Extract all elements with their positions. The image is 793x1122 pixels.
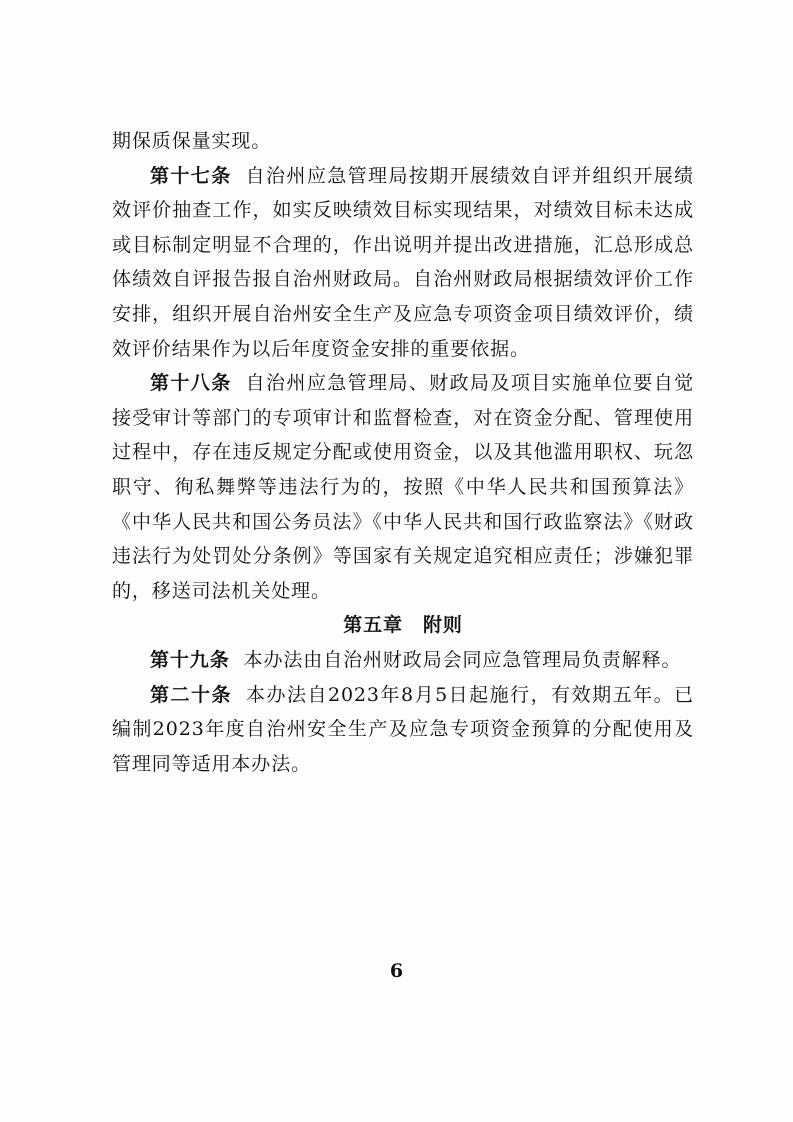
article-label: 第二十条 [150, 683, 232, 706]
chapter-number: 第五章 [343, 614, 403, 637]
article-text: 本办法由自治州财政局会同应急管理局负责解释。 [243, 648, 682, 671]
article-17 [112, 159, 694, 367]
chapter-title: 附则 [422, 614, 463, 637]
article-text: 本办法自2023年8月5日起施行，有效期五年。已编制2023年度自治州安全生产及应急专项资金预算的分配使用及管理同等适用本办法。 [112, 683, 694, 775]
article-19 [112, 643, 694, 678]
article-label: 第十八条 [150, 372, 232, 395]
document-body [112, 124, 694, 781]
article-label: 第十七条 [150, 164, 232, 187]
chapter-heading [112, 608, 694, 643]
page-number: 6 [389, 960, 404, 982]
article-18 [112, 366, 694, 608]
article-text: 自治州应急管理局、财政局及项目实施单位要自觉接受审计等部门的专项审计和监督检查，对在资金分配、管理使用过程中，存在违反规定分配或使用资金，以及其他滥用职权、玩忽职守、徇私舞弊等违法行为的，按照《中华人民共和国预算法》《中华人民共和国公务员法》《中华人民共和国行政监察法》《财政违法行为处罚处分条例》等国家有关规定追究相应责任；涉嫌犯罪的，移送司法机关处理。 [112, 372, 694, 602]
article-label: 第十九条 [150, 648, 230, 671]
paragraph-text: 期保质保量实现。 [112, 130, 272, 152]
article-text: 自治州应急管理局按期开展绩效自评并组织开展绩效评价抽查工作，如实反映绩效目标实现结果，对绩效目标未达成或目标制定明显不合理的，作出说明并提出改进措施，汇总形成总体绩效自评报告报自治州财政局。自治州财政局根据绩效评价工作安排，组织开展自治州安全生产及应急专项资金项目绩效评价，绩效评价结果作为以后年度资金安排的重要依据。 [112, 164, 694, 360]
paragraph-continuation [112, 124, 694, 159]
article-20 [112, 678, 694, 782]
